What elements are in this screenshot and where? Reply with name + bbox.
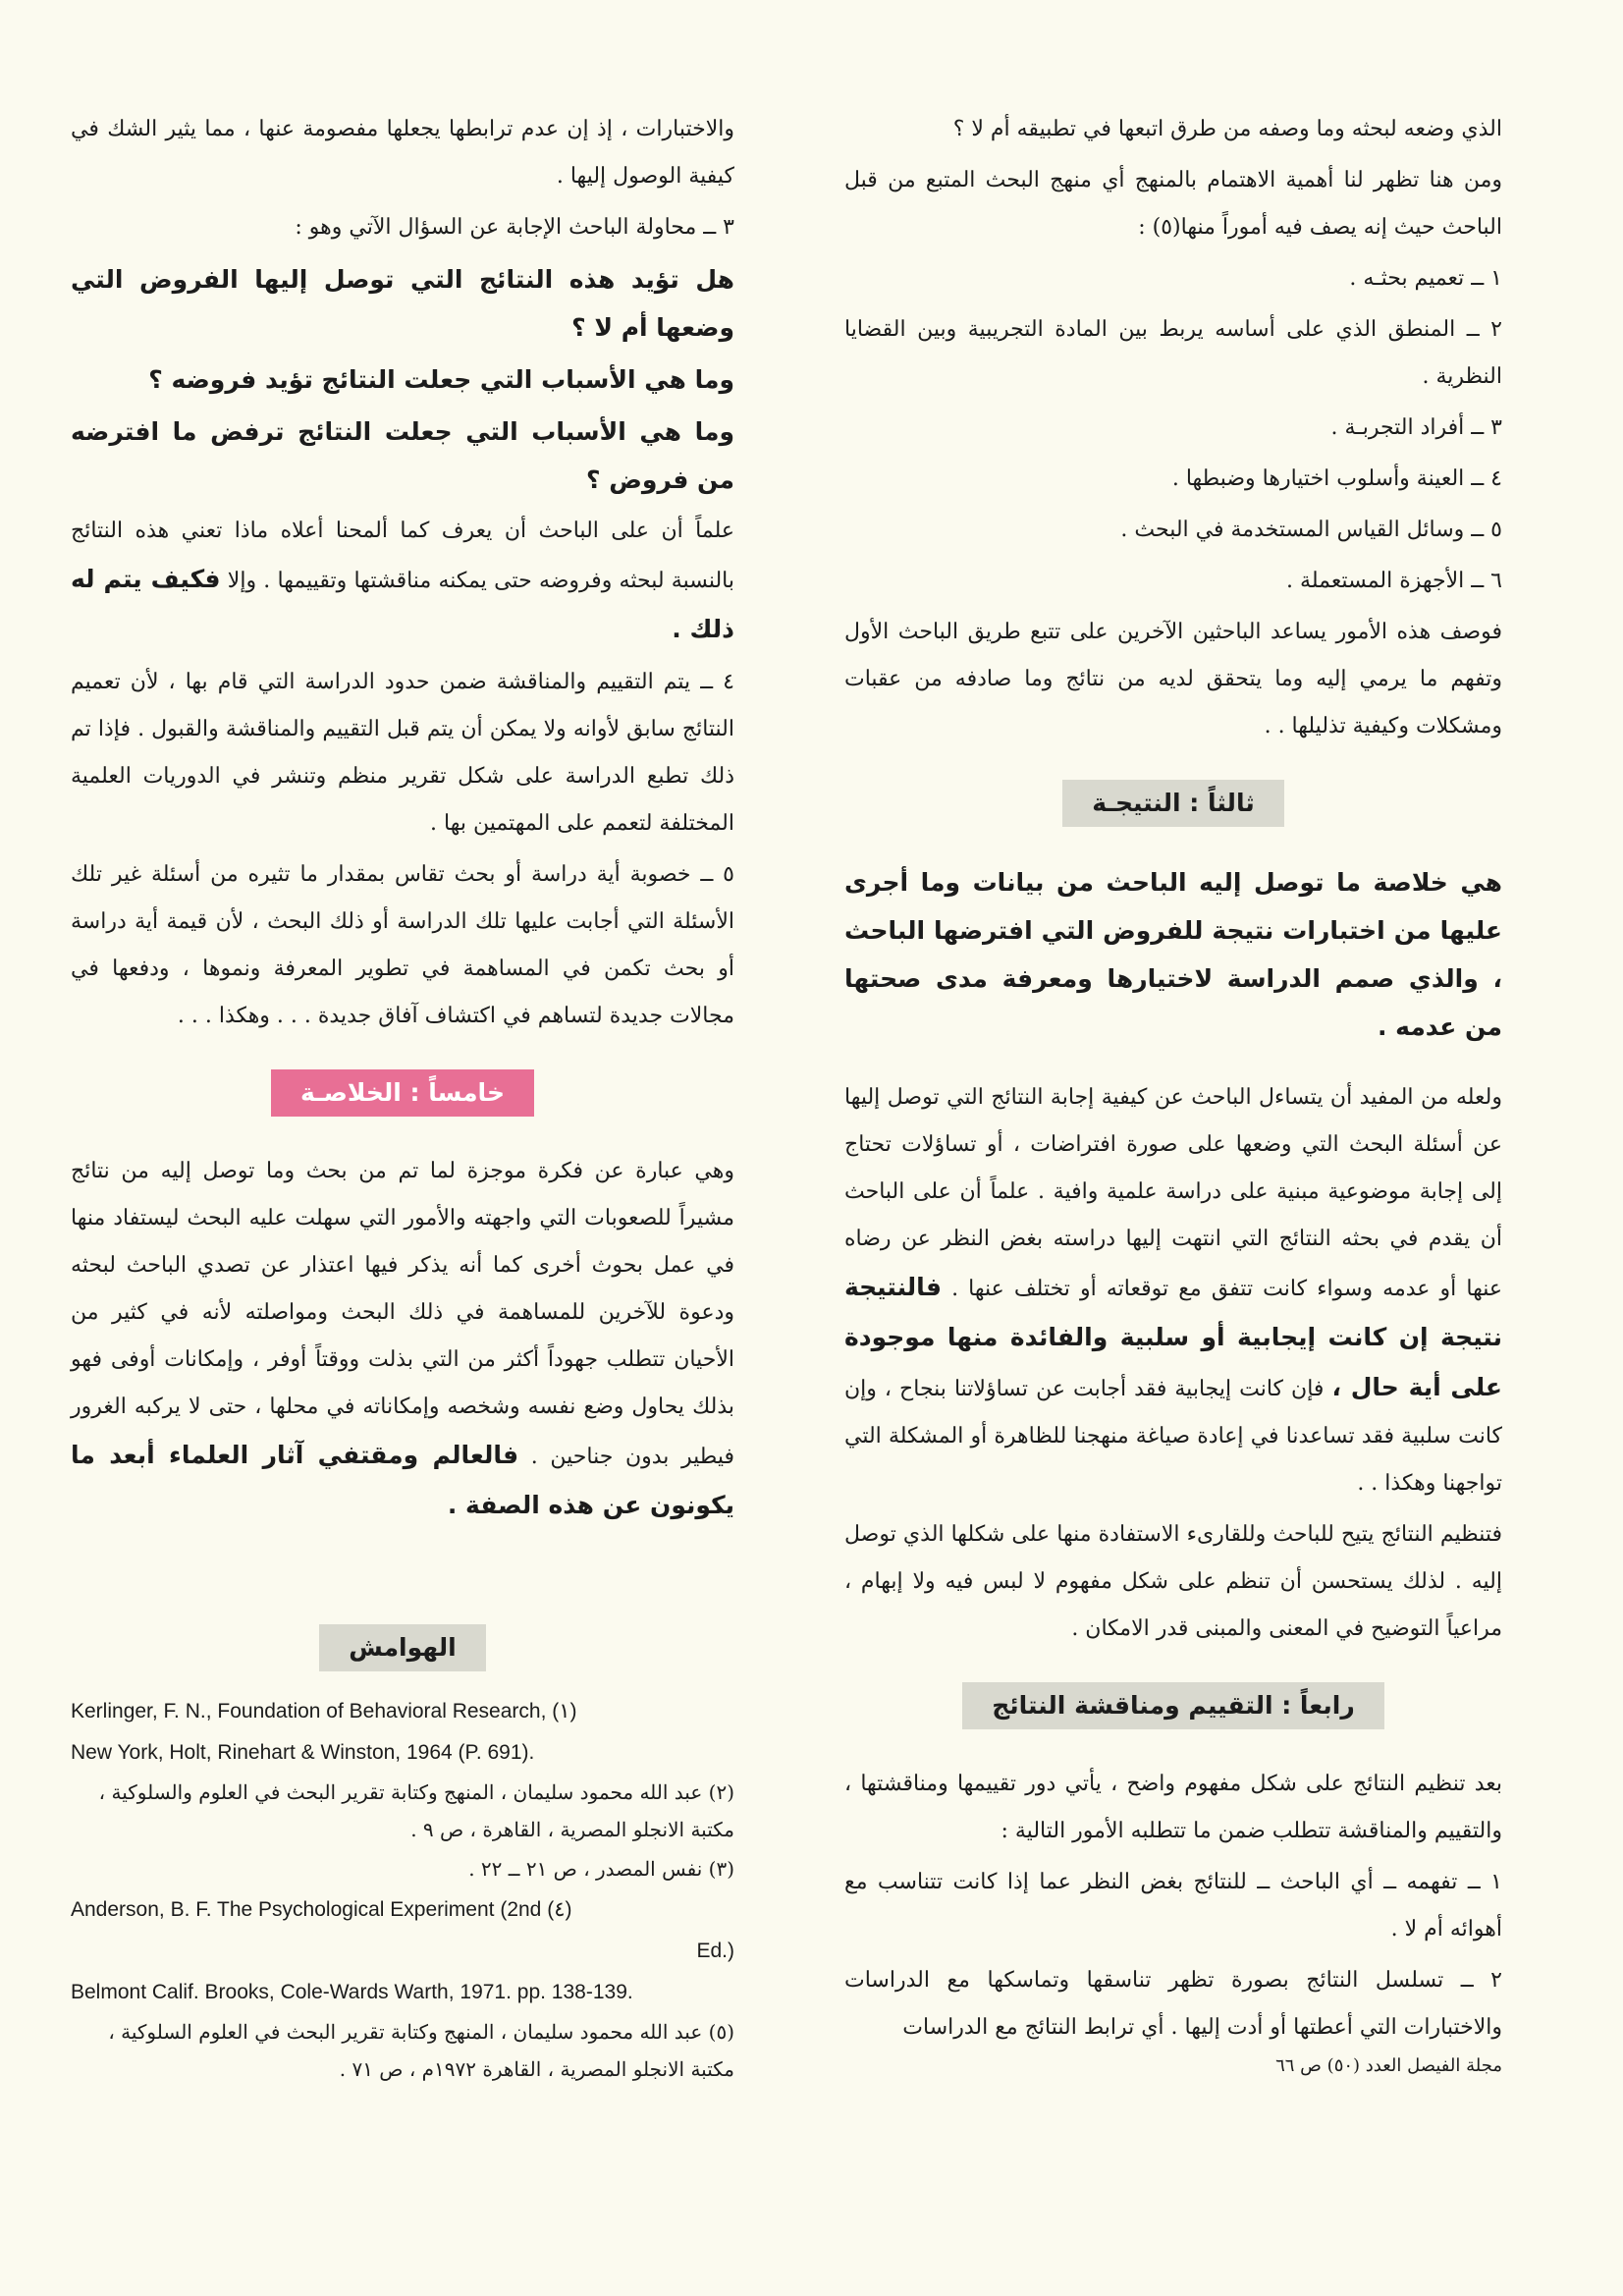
footnote-1a: Kerlinger, F. N., Foundation of Behavioral Research, (١) bbox=[71, 1700, 577, 1722]
list-item: ٥ ــ وسائل القياس المستخدمة في البحث . bbox=[1120, 518, 1502, 542]
paragraph-text: علماً أن على الباحث أن يعرف كما ألمحنا أعلاه ماذا تعني هذه النتائج بالنسبة لبحثه وفروضه حتى يمكنه مناقشتها وتقييمها . وإلا bbox=[71, 519, 734, 593]
list-item: ٢ ــ تسلسل النتائج بصورة تظهر تناسقها وتماسكها مع الدراسات والاختبارات التي أعطتها أو أدت إليها . أي ترابط النتائج مع الدراسات bbox=[844, 1968, 1502, 2040]
right-column bbox=[844, 106, 1502, 2055]
paragraph: الذي وضعه لبحثه وما وصفه من طرق اتبعها في تطبيقه أم لا ؟ bbox=[952, 117, 1502, 141]
bold-question: وما هي الأسباب التي جعلت النتائج تؤيد فروضه ؟ bbox=[148, 365, 734, 394]
paragraph: ومن هنا تظهر لنا أهمية الاهتمام بالمنهج أي منهج البحث المتبع من قبل الباحث حيث إنه يصف فيه أموراً منها(٥) : bbox=[844, 168, 1502, 240]
footnote-3: (٣) نفس المصدر ، ص ٢١ ــ ٢٢ . bbox=[468, 1857, 734, 1881]
section-heading-result: ثالثاً : النتيجـة bbox=[1062, 780, 1283, 827]
paragraph: والاختبارات ، إذ إن عدم ترابطها يجعلها مفصومة عنها ، مما يثير الشك في كيفية الوصول إليها . bbox=[71, 117, 734, 189]
section-heading-summary: خامساً : الخلاصـة bbox=[271, 1069, 534, 1117]
list-item: ٣ ــ أفراد التجربـة . bbox=[1330, 415, 1502, 440]
section-heading-wrap bbox=[844, 1682, 1502, 1731]
paragraph: فتنظيم النتائج يتيح للباحث وللقارىء الاستفادة منها على شكلها الذي توصل إليه . لذلك يستحسن أن تنظم على شكل مفهوم لا لبس فيه ولا إبهام ، مراعياً التوضيح في المعنى والمبنى قدر الامكان . bbox=[844, 1522, 1502, 1641]
paragraph-bold-text: فكيف يتم له ذلك . bbox=[71, 565, 734, 643]
list-item: ٤ ــ يتم التقييم والمناقشة ضمن حدود الدراسة التي قام بها ، لأن تعميم النتائج سابق لأوانه ولا يمكن أن يتم قبل التقييم والمناقشة والقبول . فإذا تم ذلك تطبع الدراسة على شكل تقرير منظم وتنشر في الدوريات العلمية المختلفة لتعمم على المهتمين بها . bbox=[71, 670, 734, 836]
notes-heading-wrap bbox=[71, 1624, 734, 1671]
paragraph bbox=[71, 1148, 734, 1531]
section-heading-wrap bbox=[844, 780, 1502, 829]
left-column bbox=[71, 106, 734, 1535]
paragraph bbox=[71, 508, 734, 655]
paragraph-bold-text: فالعالم ومقتفي آثار العلماء أبعد ما يكونون عن هذه الصفة . bbox=[71, 1441, 734, 1519]
list-item: ٤ ــ العينة وأسلوب اختيارها وضبطها . bbox=[1171, 466, 1502, 491]
section-heading-wrap bbox=[71, 1069, 734, 1119]
footnote-4c: Belmont Calif. Brooks, Cole-Wards Warth, 1971. pp. 138-139. bbox=[71, 1981, 633, 2003]
bold-question: وما هي الأسباب التي جعلت النتائج ترفض ما افترضه من فروض ؟ bbox=[71, 417, 734, 494]
list-item: ١ ــ تفهمه ــ أي الباحث ــ للنتائج بغض النظر عما إذا كانت تتناسب مع أهوائه أم لا . bbox=[844, 1870, 1502, 1941]
footnote-4b: Ed.) bbox=[696, 1940, 734, 1962]
footnotes bbox=[71, 1624, 734, 2088]
page-footer: مجلة الفيصل العدد (٥٠) ص ٦٦ bbox=[1275, 2055, 1502, 2076]
paragraph: بعد تنظيم النتائج على شكل مفهوم واضح ، يأتي دور تقييمها ومناقشتها ، والتقييم والمناقشة تتطلب ضمن ما تتطلبه الأمور التالية : bbox=[844, 1772, 1502, 1843]
bold-question: هل تؤيد هذه النتائج التي توصل إليها الفروض التي وضعها أم لا ؟ bbox=[71, 265, 734, 342]
paragraph-text: وهي عبارة عن فكرة موجزة لما تم من بحث وما توصل إليه من نتائج مشيراً للصعوبات التي واجهته والأمور التي سهلت عليه البحث ليستفاد منها في عمل بحوث أخرى كما أنه يذكر فيها اعتذار عن تصدي الباحث لبحثه ودعوة للآخرين للمساهمة في ذلك البحث ومواصلته لأنه في كثير من الأحيان تتطلب جهوداً أكثر من التي بذلت ووقتاً أوفر ، وإمكانات أوفى فهو بذلك يحاول وضع نفسه وشخصه وإمكاناته في محلها ، حتى لا يركبه الغرور فيطير بدون جناحين . bbox=[71, 1159, 735, 1469]
list-item: ٢ ــ المنطق الذي على أساسه يربط بين المادة التجريبية وبين القضايا النظرية . bbox=[844, 317, 1502, 389]
section-heading-notes: الهوامش bbox=[319, 1624, 486, 1671]
paragraph: فوصف هذه الأمور يساعد الباحثين الآخرين على تتبع طريق الباحث الأول وتفهم ما يرمي إليه وما يتحقق لديه من نتائج وما صادفه من عقبات ومشكلات وكيفية تذليلها . . bbox=[844, 620, 1502, 738]
footnote-4a: Anderson, B. F. The Psychological Experiment (2nd (٤) bbox=[71, 1898, 572, 1921]
list-item: ٥ ــ خصوبة أية دراسة أو بحث تقاس بمقدار ما تثيره من أسئلة غير تلك الأسئلة التي أجابت عليها تلك الدراسة أو ذلك البحث ، لأن قيمة أية دراسة أو بحث تكمن في المساهمة في تطوير المعرفة ونموها ، ودفعها في مجالات جديدة لتساهم في اكتشاف آفاق جديدة . . . وهكذا . . . bbox=[71, 862, 734, 1028]
list-item: ٦ ــ الأجهزة المستعملة . bbox=[1286, 569, 1502, 593]
footnote-2: (٢) عبد الله محمود سليمان ، المنهج وكتابة تقرير البحث في العلوم والسلوكية ، مكتبة الانجلو المصرية ، القاهرة ، ص ٩ . bbox=[98, 1780, 734, 1841]
list-item: ٣ ــ محاولة الباحث الإجابة عن السؤال الآتي وهو : bbox=[295, 215, 734, 240]
list-item: ١ ــ تعميم بحثـه . bbox=[1349, 266, 1502, 291]
footnote-5: (٥) عبد الله محمود سليمان ، المنهج وكتابة تقرير البحث في العلوم السلوكية ، مكتبة الانجلو المصرية ، القاهرة ١٩٧٢م ، ص ٧١ . bbox=[108, 2020, 734, 2081]
footnote-1b: New York, Holt, Rinehart & Winston, 1964 (P. 691). bbox=[71, 1741, 535, 1764]
paragraph bbox=[844, 1074, 1502, 1507]
section-heading-evaluation: رابعاً : التقييم ومناقشة النتائج bbox=[962, 1682, 1384, 1729]
bold-definition: هي خلاصة ما توصل إليه الباحث من بيانات وما أجرى عليها من اختبارات نتيجة للفروض التي افترضها الباحث ، والذي صمم الدراسة لاختيارها ومعرفة مدى صحتها من عدمه . bbox=[844, 868, 1502, 1041]
paragraph-text: ولعله من المفيد أن يتساءل الباحث عن كيفية إجابة النتائج التي توصل إليها عن أسئلة البحث التي وضعها على صورة افتراضات ، أو تساؤلات تحتاج إلى إجابة موضوعية مبنية على دراسة علمية وافية . علماً أن على الباحث أن يقدم في بحثه النتائج التي انتهت إليها دراسته بغض النظر عن رضاه عنها أو عدمه وسواء كانت تتفق مع توقعاته أو تختلف عنها . bbox=[844, 1085, 1503, 1301]
paragraph-bold-text: فالنتيجة نتيجة إن كانت إيجابية أو سلبية والفائدة منها موجودة على أية حال ، bbox=[844, 1273, 1503, 1401]
paragraph-text: فإن كانت إيجابية فقد أجابت عن تساؤلاتنا بنجاح ، وإن كانت سلبية فقد تساعدنا في إعادة صياغة منهجنا للظاهرة أو المشكلة التي تواجهنا وهكذا . . bbox=[844, 1377, 1502, 1496]
